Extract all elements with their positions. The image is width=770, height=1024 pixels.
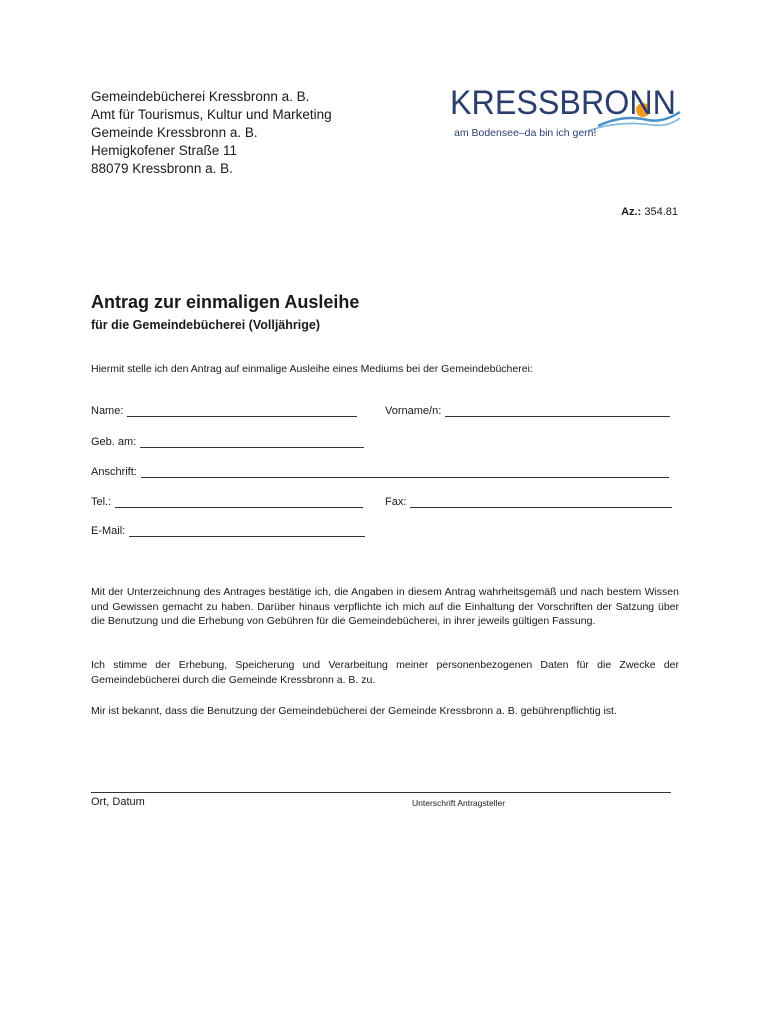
fax-input-line[interactable]	[410, 496, 672, 508]
fee-paragraph: Mir ist bekannt, dass die Benutzung der Gemeindebücherei der Gemeinde Kressbronn a. B. gebührenpflichtig ist.	[91, 705, 617, 717]
sender-address	[91, 88, 332, 178]
file-reference	[621, 206, 678, 218]
vorname-field[interactable]	[385, 405, 670, 417]
anschrift-field[interactable]	[91, 466, 669, 478]
logo-tagline: am Bodensee–da bin ich gern!	[454, 127, 597, 139]
address-line: Gemeindebücherei Kressbronn a. B.	[91, 89, 310, 104]
email-field[interactable]	[91, 525, 365, 537]
email-input-line[interactable]	[129, 525, 365, 537]
az-value: 354.81	[644, 206, 678, 218]
document-title: Antrag zur einmaligen Ausleihe	[91, 292, 360, 312]
kressbronn-logo	[448, 78, 684, 144]
declaration-paragraph: Mit der Unterzeichnung des Antrages bestätige ich, die Angaben in diesem Antrag wahrheitsgemäß und nach bestem Wissen und Gewissen gemacht zu haben. Darüber hinaus verpflichte ich mich auf die Einhaltung der Vorschriften der Satzung über die Benutzung und die Erhebung von Gebühren für die Gemeindebücherei, in ihrer jeweils gültigen Fassung.	[91, 586, 679, 627]
anschrift-label: Anschrift:	[91, 466, 137, 478]
tel-field[interactable]	[91, 496, 363, 508]
address-line: Gemeinde Kressbronn a. B.	[91, 125, 258, 140]
address-line: Hemigkofener Straße 11	[91, 143, 238, 158]
ort-datum-label: Ort, Datum	[91, 796, 145, 808]
logo-wordmark: KRESSBRONN	[450, 84, 676, 122]
anschrift-input-line[interactable]	[141, 466, 669, 478]
geb-label: Geb. am:	[91, 436, 137, 448]
address-line: 88079 Kressbronn a. B.	[91, 161, 233, 176]
name-input-line[interactable]	[127, 405, 357, 417]
fax-field[interactable]	[385, 496, 672, 508]
tel-input-line[interactable]	[115, 496, 363, 508]
name-field[interactable]	[91, 405, 357, 417]
email-label: E-Mail:	[91, 525, 126, 537]
vorname-label: Vorname/n:	[385, 405, 442, 417]
geb-field[interactable]	[91, 436, 364, 448]
intro-text: Hiermit stelle ich den Antrag auf einmalige Ausleihe eines Mediums bei der Gemeindebücherei:	[91, 363, 533, 375]
document-subtitle: für die Gemeindebücherei (Volljährige)	[91, 318, 320, 332]
signature-line[interactable]	[91, 792, 671, 793]
signature-label: Unterschrift Antragsteller	[412, 798, 506, 808]
kressbronn-logo-graphic	[448, 78, 684, 144]
az-label: Az.:	[621, 206, 642, 218]
geb-input-line[interactable]	[140, 436, 364, 448]
name-label: Name:	[91, 405, 124, 417]
address-line: Amt für Tourismus, Kultur und Marketing	[91, 107, 332, 122]
consent-paragraph: Ich stimme der Erhebung, Speicherung und Verarbeitung meiner personenbezogenen Daten für die Zwecke der Gemeindebücherei durch die Gemeinde Kressbronn a. B. zu.	[91, 659, 679, 686]
fax-label: Fax:	[385, 496, 407, 508]
tel-label: Tel.:	[91, 496, 112, 508]
vorname-input-line[interactable]	[445, 405, 670, 417]
